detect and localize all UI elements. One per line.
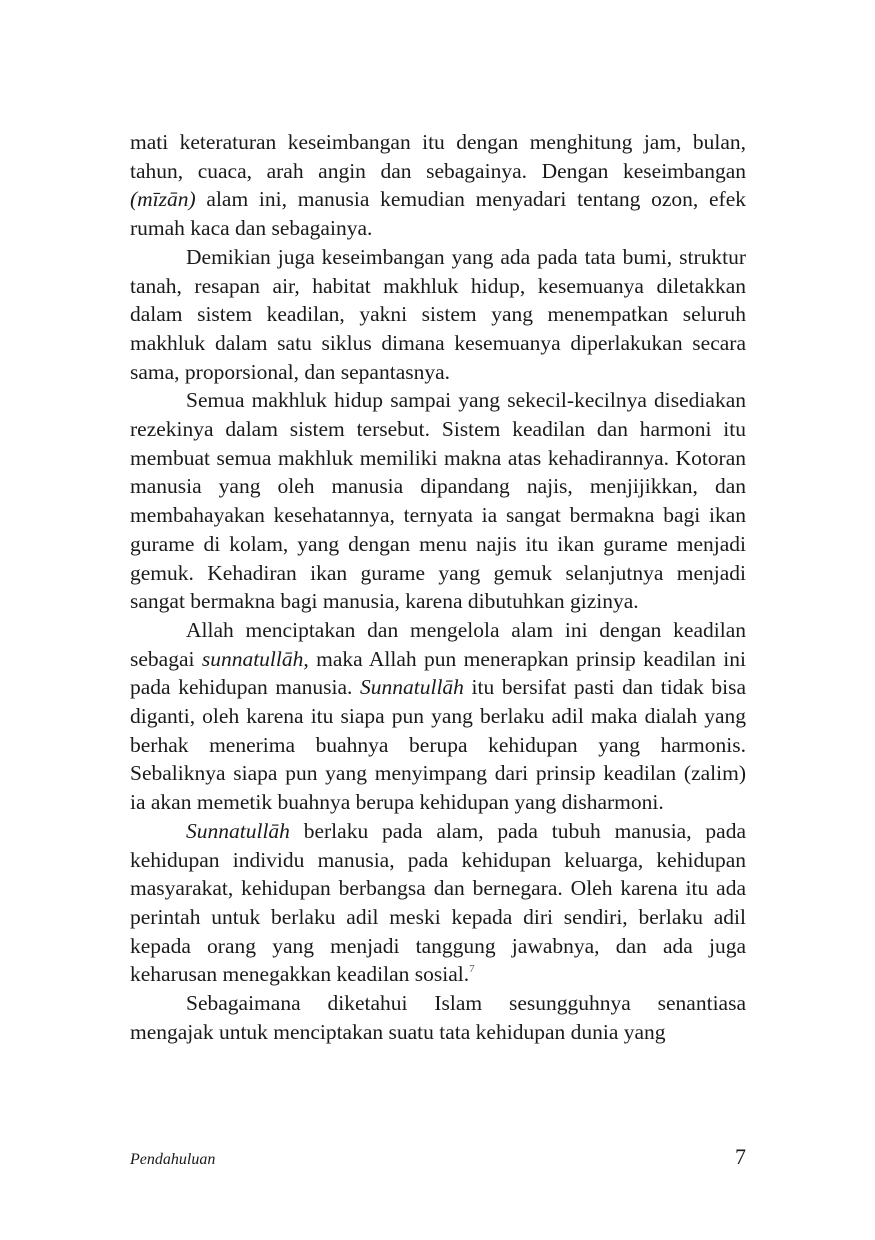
paragraph — [130, 817, 746, 989]
paragraph — [130, 243, 746, 387]
page-footer — [130, 1144, 746, 1170]
body-text — [130, 128, 746, 1047]
italic-term: (mīzān) — [130, 187, 196, 212]
text-run: itu bersifat pasti dan tidak bisa diganti, oleh karena itu siapa pun yang berlaku adil maka dialah yang berhak menerima buahnya berupa kehidupan yang harmonis. Sebaliknya siapa pun yang menyimpang dari prinsip keadilan (zalim) ia akan memetik buahnya berupa kehidupan yang disharmoni. — [130, 675, 747, 815]
text-run: Sebagaimana diketahui Islam sesungguhnya senantiasa mengajak untuk menciptakan suatu tata kehidupan dunia yang — [130, 991, 746, 1044]
paragraph — [130, 386, 746, 616]
text-run: Demikian juga keseimbangan yang ada pada tata bumi, struktur tanah, resapan air, habitat makhluk hidup, kesemuanya diletakkan dalam sistem keadilan, yakni sistem yang menempatkan seluruh makhluk dalam satu siklus dimana kesemuanya diperlakukan secara sama, proporsional, dan sepantasnya. — [130, 244, 746, 384]
text-run: Semua makhluk hidup sampai yang sekecil-kecilnya disediakan rezekinya dalam sistem tersebut. Sistem keadilan dan harmoni itu membuat semua makhluk memiliki makna atas kehadirannya. Kotoran manusia yang oleh manusia dipandang najis, menjijikkan, dan membahayakan kesehatannya, ternyata ia sangat bermakna bagi ikan gurame di kolam, yang dengan menu najis itu ikan gurame menjadi gemuk. Kehadiran ikan gurame yang gemuk selanjutnya menjadi sangat bermakna bagi manusia, karena dibutuhkan gizinya. — [130, 388, 746, 614]
paragraph — [130, 616, 746, 817]
text-run: , maka Allah pun menerapkan prinsip keadilan ini pada kehidupan manusia. — [130, 646, 746, 700]
italic-term: Sunnatullāh — [360, 675, 464, 700]
running-head: Pendahuluan — [130, 1151, 216, 1168]
text-run: berlaku pada alam, pada tubuh manusia, pada kehidupan individu manusia, pada kehidupan keluarga, kehidupan masyarakat, kehidupan berbangsa dan bernegara. Oleh karena itu ada perintah untuk berlaku adil meski kepada diri sendiri, berlaku adil kepada orang yang menjadi tanggung jawabnya, dan ada juga keharusan menegakkan keadilan sosial. — [130, 818, 746, 987]
italic-term: sunnatullāh — [201, 646, 304, 671]
text-run: Allah menciptakan dan mengelola alam ini dengan keadilan sebagai — [130, 617, 746, 671]
italic-term: Sunnatullāh — [186, 818, 290, 843]
paragraph — [130, 989, 746, 1046]
paragraph — [130, 128, 746, 243]
text-run: alam ini, manusia kemudian menyadari tentang ozon, efek rumah kaca dan sebagainya. — [130, 187, 746, 241]
page-number: 7 — [735, 1144, 746, 1169]
text-run: mati keteraturan keseimbangan itu dengan menghitung jam, bulan, tahun, cuaca, arah angin dan sebagainya. Dengan keseimbangan — [130, 130, 746, 183]
footnote-marker: 7 — [469, 963, 475, 976]
